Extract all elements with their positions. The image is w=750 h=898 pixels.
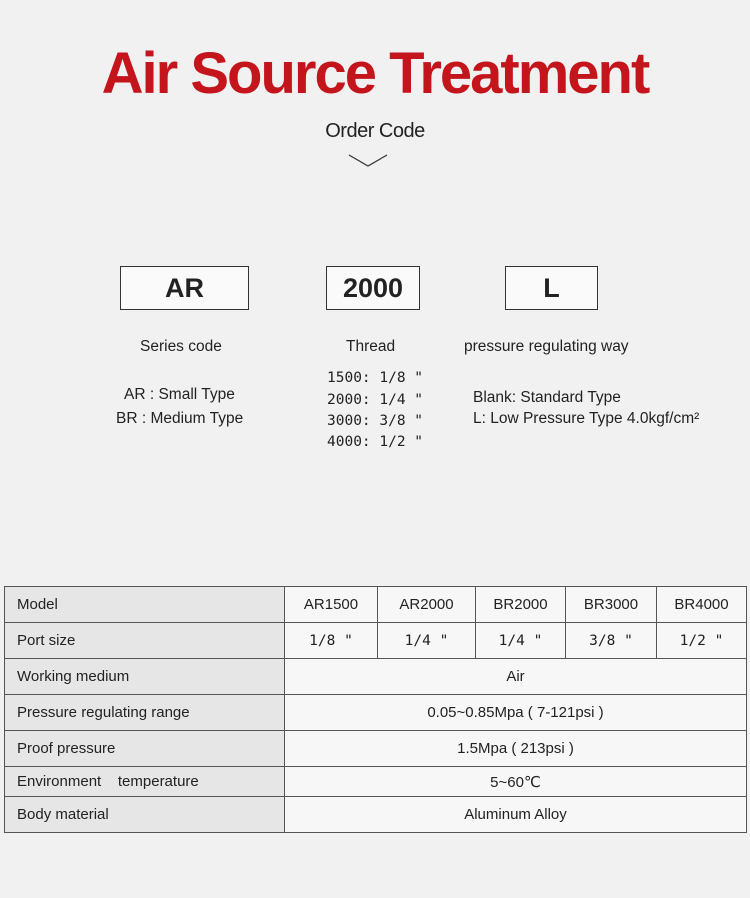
pressure-code-box: L — [505, 266, 598, 310]
proof-pressure-value: 1.5Mpa ( 213psi ) — [285, 731, 747, 767]
port-size-header: Port size — [5, 623, 285, 659]
table-row — [5, 797, 747, 833]
model-cell: AR2000 — [378, 587, 476, 623]
port-size-cell: 1/4 " — [476, 623, 566, 659]
table-row — [5, 731, 747, 767]
page-title: Air Source Treatment — [101, 41, 649, 106]
series-option: AR : Small Type — [124, 386, 235, 403]
thread-label: Thread — [346, 338, 396, 355]
pressure-range-header: Pressure regulating range — [5, 695, 285, 731]
working-medium-value: Air — [285, 659, 747, 695]
temperature-value: 5~60℃ — [285, 767, 747, 797]
chevron-down-icon — [348, 154, 388, 168]
thread-option: 1500: 1/8 " — [327, 370, 424, 386]
thread-code-box: 2000 — [326, 266, 420, 310]
model-cell: BR2000 — [476, 587, 566, 623]
section-subtitle: Order Code — [325, 120, 425, 142]
table-row — [5, 695, 747, 731]
table-row — [5, 623, 747, 659]
port-size-cell: 1/4 " — [378, 623, 476, 659]
pressure-option: L: Low Pressure Type 4.0kgf/cm² — [473, 410, 700, 427]
pressure-way-label: pressure regulating way — [464, 338, 629, 355]
series-code-label: Series code — [140, 338, 222, 355]
pressure-option: Blank: Standard Type — [473, 389, 621, 406]
series-code-box: AR — [120, 266, 249, 310]
table-row — [5, 767, 747, 797]
pressure-range-value: 0.05~0.85Mpa ( 7-121psi ) — [285, 695, 747, 731]
model-header: Model — [5, 587, 285, 623]
model-cell: BR4000 — [657, 587, 747, 623]
temperature-header: Environment temperature — [5, 767, 285, 797]
body-material-header: Body material — [5, 797, 285, 833]
model-cell: AR1500 — [285, 587, 378, 623]
port-size-cell: 3/8 " — [566, 623, 657, 659]
spec-table — [4, 586, 747, 833]
table-row — [5, 587, 747, 623]
port-size-cell: 1/8 " — [285, 623, 378, 659]
table-row — [5, 659, 747, 695]
model-cell: BR3000 — [566, 587, 657, 623]
thread-option: 2000: 1/4 " — [327, 392, 424, 408]
body-material-value: Aluminum Alloy — [285, 797, 747, 833]
working-medium-header: Working medium — [5, 659, 285, 695]
proof-pressure-header: Proof pressure — [5, 731, 285, 767]
port-size-cell: 1/2 " — [657, 623, 747, 659]
thread-option: 4000: 1/2 " — [327, 434, 424, 450]
thread-option: 3000: 3/8 " — [327, 413, 424, 429]
series-option: BR : Medium Type — [116, 410, 244, 427]
